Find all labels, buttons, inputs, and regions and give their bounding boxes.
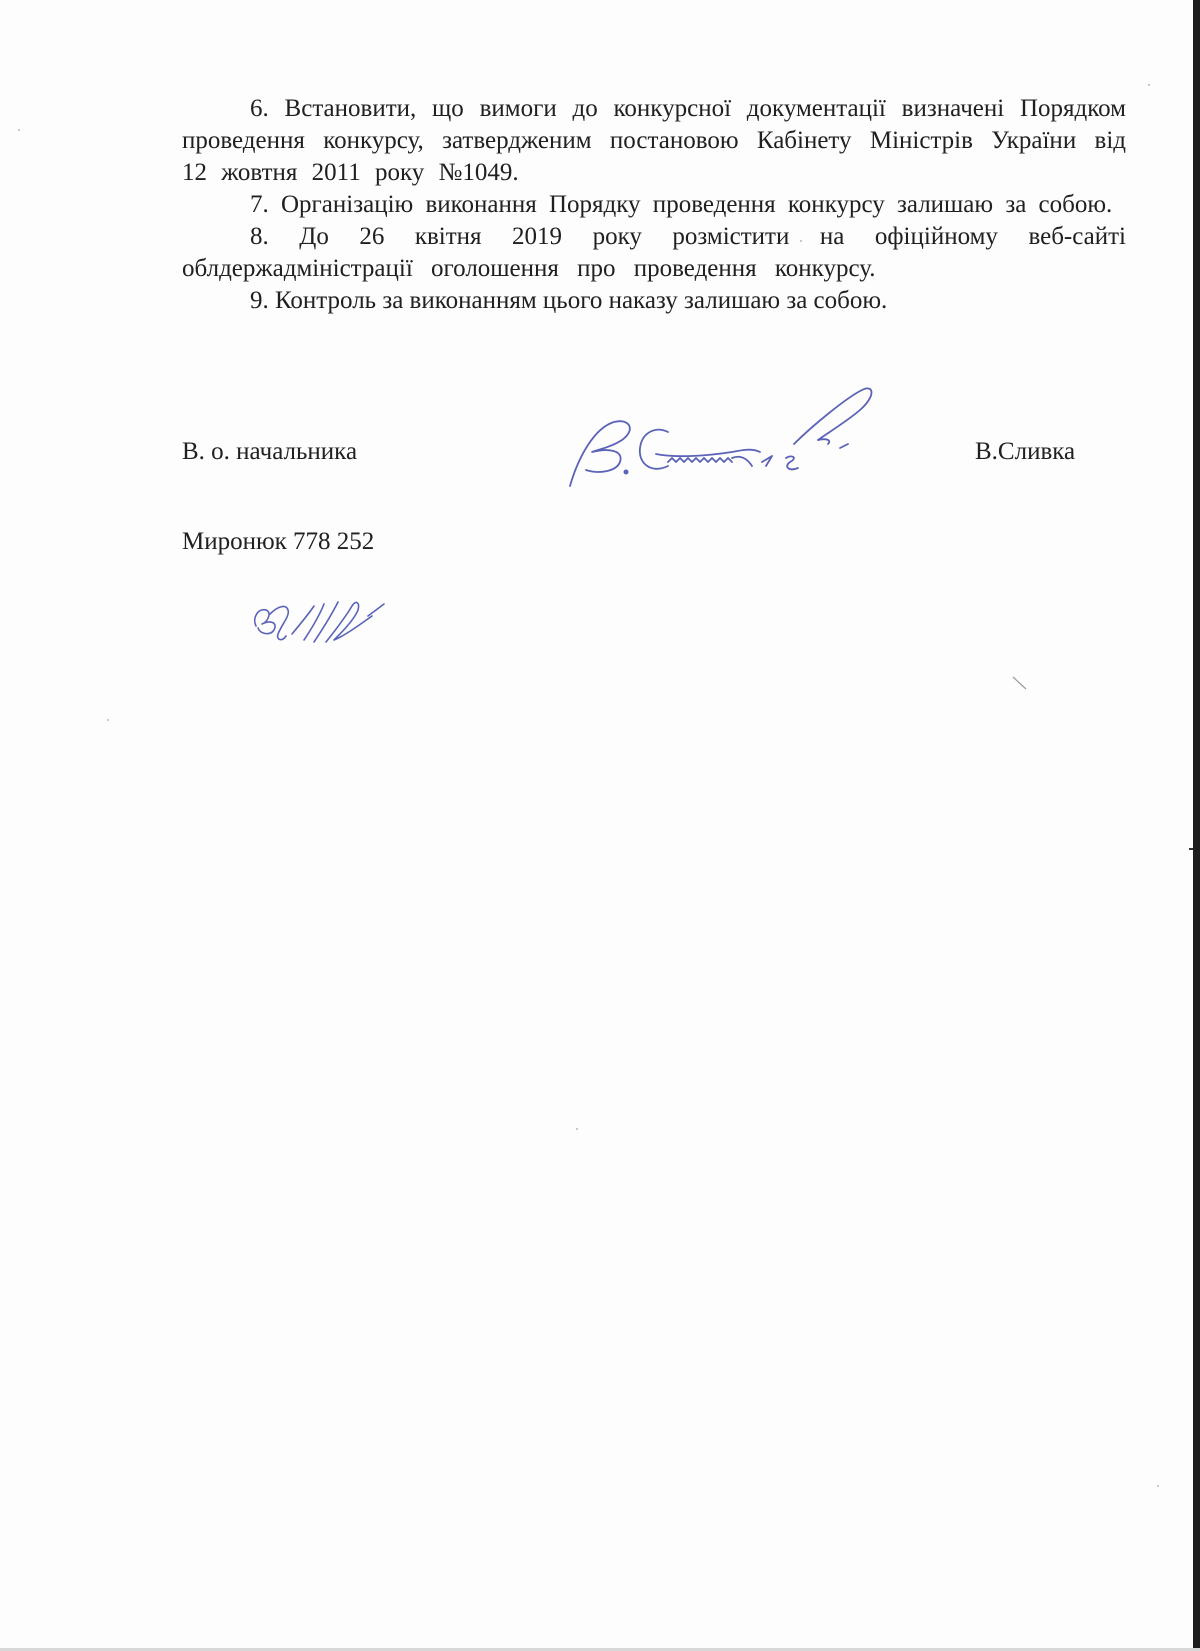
signatory-name: В.Сливка	[975, 438, 1076, 465]
scan-speck	[107, 719, 109, 721]
scan-stray-mark	[1012, 676, 1028, 692]
paragraph-9: 9. Контроль за виконанням цього наказу залишаю за собою.	[250, 287, 888, 314]
scan-border-mark	[1189, 848, 1193, 850]
paragraph-8: 8. До 26 квітня 2019 року розмістити на офіційному веб-сайті облдержадміністрації оголошення про проведення конкурсу.	[182, 223, 1126, 282]
scan-border-right	[1193, 0, 1200, 1651]
paragraph-7: 7. Організацію виконання Порядку проведення конкурсу залишаю за собою.	[250, 191, 1113, 218]
approval-initials	[248, 592, 408, 652]
scan-speck	[1148, 84, 1150, 86]
signatory-position: В. о. начальника	[182, 438, 358, 465]
scan-speck	[1157, 1485, 1159, 1487]
handwritten-signature	[556, 378, 896, 498]
order-body	[182, 93, 1126, 317]
scan-speck	[576, 1128, 578, 1130]
scan-speck	[18, 129, 20, 131]
paragraph-6: 6. Встановити, що вимоги до конкурсної документації визначені Порядком проведення конкурсу, затвердженим постановою Кабінету Міністрів України від 12 жовтня 2011 року №1049.	[182, 95, 1126, 186]
executor-contact: Миронюк 778 252	[182, 528, 375, 555]
